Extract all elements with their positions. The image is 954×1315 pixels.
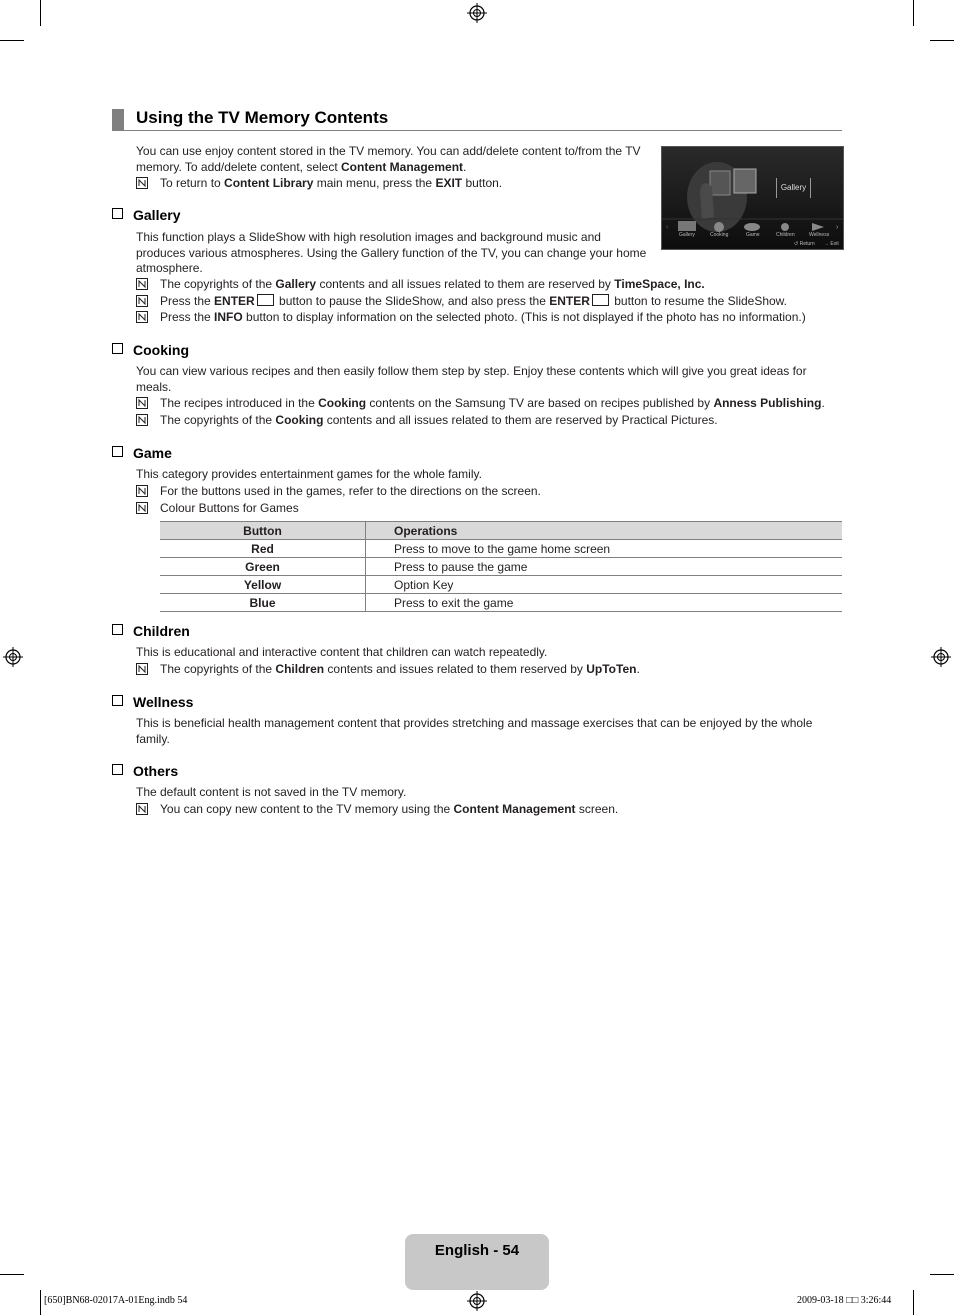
cooking-text bbox=[136, 364, 807, 395]
note-bold: Gallery bbox=[275, 277, 317, 291]
game-text: This category provides entertainment games for the whole family. bbox=[136, 467, 482, 481]
wellness-line: This is beneficial health management content that provides stretching and massage exercises that can be enjoyed by the whole bbox=[136, 716, 813, 730]
note-icon bbox=[136, 397, 148, 409]
tv-menu-item: Wellness bbox=[809, 232, 830, 238]
note-bold: Content Library bbox=[224, 176, 314, 190]
svg-text:‹: ‹ bbox=[666, 224, 669, 231]
note-bold: Anness Publishing bbox=[713, 396, 822, 410]
page-number: English - 54 bbox=[434, 1242, 520, 1259]
intro-line-2: memory. To add/delete content, select bbox=[136, 159, 342, 174]
note-text: You can copy new content to the TV memory using the bbox=[160, 802, 454, 816]
others-text: The default content is not saved in the TV memory. bbox=[136, 785, 407, 799]
note-text: button to display information on the selected photo. (This is not displayed if the photo has no information.) bbox=[242, 310, 806, 324]
note-text: The copyrights of the bbox=[160, 413, 276, 427]
heading-text: Game bbox=[133, 445, 172, 461]
table-cell: Press to pause the game bbox=[366, 558, 843, 576]
registration-mark-icon bbox=[467, 3, 487, 23]
file-info: [650]BN68-02017A-01Eng.indb 54 bbox=[44, 1295, 188, 1306]
note-text: contents on the Samsung TV are based on recipes published by bbox=[366, 396, 714, 410]
table-header-row bbox=[160, 522, 842, 540]
table-row bbox=[160, 540, 842, 558]
note-icon bbox=[136, 311, 148, 323]
section-heading-others bbox=[112, 763, 178, 779]
enter-icon bbox=[257, 294, 274, 306]
note-text: The copyrights of the bbox=[160, 277, 276, 291]
tv-menu-item: Gallery bbox=[679, 232, 695, 238]
note-text: Press the bbox=[160, 310, 215, 324]
note-icon bbox=[136, 803, 148, 815]
note-text: Press the bbox=[160, 294, 215, 308]
note-text: To return to bbox=[160, 176, 225, 190]
note-bold: UpToTen bbox=[586, 662, 637, 676]
children-text: This is educational and interactive content that children can watch repeatedly. bbox=[136, 645, 548, 659]
section-heading-game bbox=[112, 445, 172, 461]
checkbox-icon bbox=[112, 208, 123, 219]
table-header: Button bbox=[160, 522, 366, 540]
crop-mark bbox=[0, 1274, 24, 1275]
table-cell: Option Key bbox=[366, 576, 843, 594]
svg-text:›: › bbox=[836, 224, 839, 231]
gallery-line: This function plays a SlideShow with high resolution images and background music and bbox=[136, 230, 601, 244]
registration-mark-icon bbox=[931, 647, 951, 667]
note-text: For the buttons used in the games, refer to the directions on the screen. bbox=[160, 484, 541, 498]
print-date: 2009-03-18 □□ 3:26:44 bbox=[797, 1295, 892, 1306]
checkbox-icon bbox=[112, 446, 123, 457]
note-bold: ENTER bbox=[549, 294, 590, 308]
gallery-text bbox=[136, 230, 646, 277]
note-bold: INFO bbox=[214, 310, 243, 324]
table-row bbox=[160, 576, 842, 594]
tv-menu-item: Cooking bbox=[710, 232, 729, 238]
note-text: contents and all issues related to them are reserved by bbox=[316, 277, 615, 291]
note-text: screen. bbox=[575, 802, 619, 816]
crop-mark bbox=[40, 0, 41, 26]
crop-mark bbox=[930, 40, 954, 41]
tv-gallery-label: Gallery bbox=[776, 178, 811, 198]
note-text: . bbox=[636, 662, 640, 676]
title-rule bbox=[112, 130, 842, 131]
note-text: button to pause the SlideShow, and also press the bbox=[275, 294, 550, 308]
crop-mark bbox=[40, 1290, 41, 1315]
crop-mark bbox=[913, 1290, 914, 1315]
note-text: main menu, press the bbox=[313, 176, 436, 190]
note-bold: Cooking bbox=[318, 396, 367, 410]
checkbox-icon bbox=[112, 343, 123, 354]
note-bold: EXIT bbox=[435, 176, 463, 190]
note-text: contents and all issues related to them are reserved by Practical Pictures. bbox=[323, 413, 718, 427]
note-text: The recipes introduced in the bbox=[160, 396, 319, 410]
section-heading-children bbox=[112, 623, 190, 639]
tv-return-label: Return bbox=[799, 241, 815, 247]
table-cell: Red bbox=[160, 540, 366, 558]
note-icon bbox=[136, 414, 148, 426]
note-text: button. bbox=[462, 176, 503, 190]
table-cell: Yellow bbox=[160, 576, 366, 594]
cooking-line: meals. bbox=[136, 379, 172, 394]
heading-text: Children bbox=[133, 623, 190, 639]
gallery-line: atmosphere. bbox=[136, 261, 203, 275]
table-cell: Press to exit the game bbox=[366, 594, 843, 612]
note-icon bbox=[136, 485, 148, 497]
intro-punct: . bbox=[463, 159, 467, 174]
checkbox-icon bbox=[112, 764, 123, 775]
note-text: The copyrights of the bbox=[160, 662, 276, 676]
heading-text: Others bbox=[133, 763, 179, 779]
table-row bbox=[160, 558, 842, 576]
registration-mark-icon bbox=[467, 1291, 487, 1311]
crop-mark bbox=[0, 40, 24, 41]
intro-bold: Content Management bbox=[341, 159, 464, 174]
table-row bbox=[160, 594, 842, 612]
note-text: button to resume the SlideShow. bbox=[610, 294, 788, 308]
heading-text: Gallery bbox=[133, 207, 181, 223]
note-bold: ENTER bbox=[214, 294, 255, 308]
crop-mark bbox=[930, 1274, 954, 1275]
crop-mark bbox=[913, 0, 914, 26]
note-text: contents and issues related to them reserved by bbox=[324, 662, 587, 676]
intro-line-1: You can use enjoy content stored in the TV memory. You can add/delete content to/from the TV bbox=[136, 144, 641, 158]
heading-text: Wellness bbox=[133, 694, 194, 710]
registration-mark-icon bbox=[3, 647, 23, 667]
checkbox-icon bbox=[112, 695, 123, 706]
wellness-text bbox=[136, 716, 812, 747]
table-header: Operations bbox=[366, 522, 843, 540]
title-bar bbox=[112, 109, 124, 131]
tv-menu-item: Game bbox=[746, 232, 760, 238]
tv-return: ↺ Return bbox=[794, 241, 815, 247]
table-cell: Green bbox=[160, 558, 366, 576]
note-icon bbox=[136, 502, 148, 514]
note-bold: Cooking bbox=[275, 413, 324, 427]
table-cell: Press to move to the game home screen bbox=[366, 540, 843, 558]
enter-icon bbox=[592, 294, 609, 306]
note-bold: Children bbox=[275, 662, 325, 676]
section-heading-gallery bbox=[112, 207, 180, 223]
heading-text: Cooking bbox=[133, 342, 189, 358]
note-bold: Content Management bbox=[453, 802, 576, 816]
section-heading-cooking bbox=[112, 342, 189, 358]
section-heading-wellness bbox=[112, 694, 193, 710]
colour-buttons-table bbox=[160, 521, 842, 612]
intro-text bbox=[136, 144, 641, 175]
note-icon bbox=[136, 278, 148, 290]
note-icon bbox=[136, 663, 148, 675]
cooking-line: You can view various recipes and then easily follow them step by step. Enjoy these contents which will give you great ideas for bbox=[136, 364, 807, 378]
note-text: Colour Buttons for Games bbox=[160, 501, 299, 515]
tv-exit: → Exit bbox=[824, 241, 839, 247]
page-title: Using the TV Memory Contents bbox=[136, 108, 389, 127]
tv-menu-item: Children bbox=[776, 232, 795, 238]
note-icon bbox=[136, 177, 148, 189]
tv-exit-label: Exit bbox=[830, 241, 839, 247]
note-bold: TimeSpace, Inc. bbox=[614, 277, 705, 291]
table-cell: Blue bbox=[160, 594, 366, 612]
note-text: . bbox=[821, 396, 825, 410]
gallery-line: produces various atmospheres. Using the Gallery function of the TV, you can change your home bbox=[136, 245, 647, 260]
checkbox-icon bbox=[112, 624, 123, 635]
wellness-line: family. bbox=[136, 731, 170, 746]
note-icon bbox=[136, 295, 148, 307]
